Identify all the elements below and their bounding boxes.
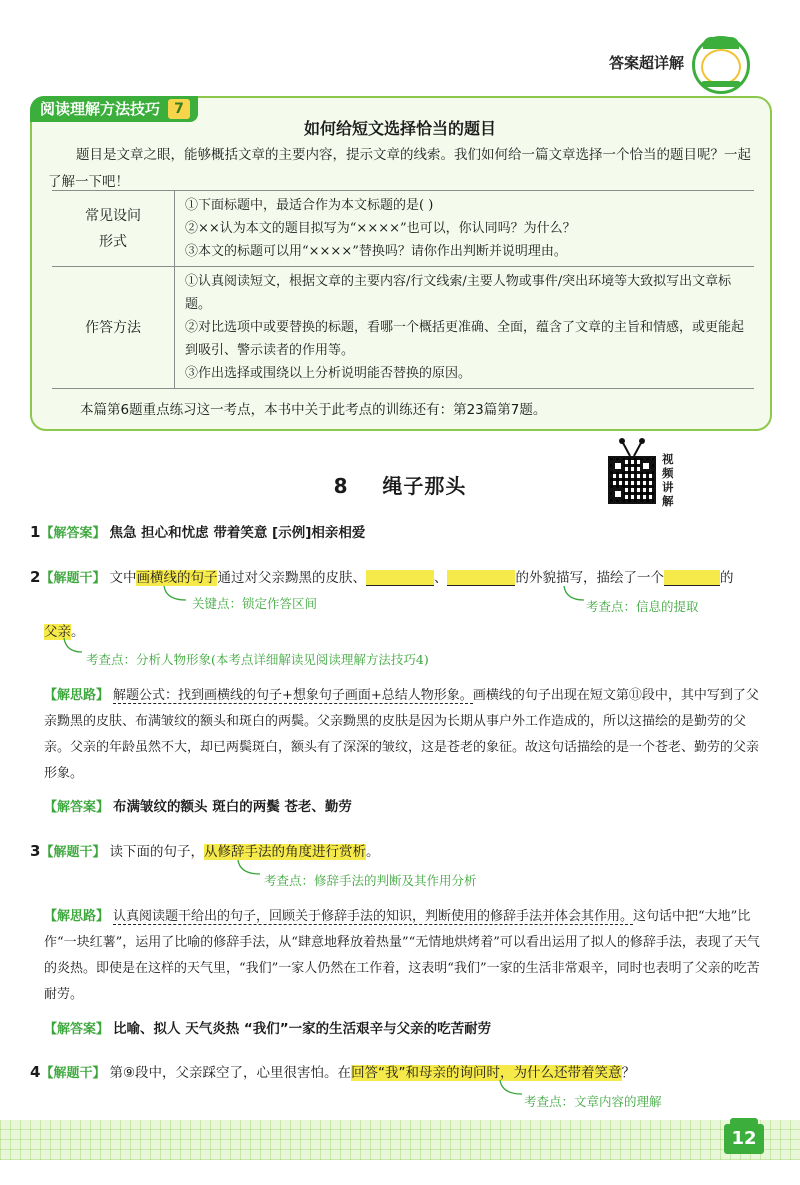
answer-text: 焦急 担心和忧虑 带着笑意 [示例]相亲相爱 [109,525,366,541]
question-1 [30,521,365,541]
annotation: 关键点：锁定作答区间 [192,596,318,611]
brand-logo-icon [692,36,750,94]
question-2-answer [44,795,352,815]
highlight: 回答“我”和母亲的询问时，为什么还带着笑意 [351,1065,622,1081]
question-number: 3 [30,842,41,860]
stem-tag: 【解题干】 [40,1066,106,1081]
table-row [52,267,754,389]
answer-tag: 【解答案】 [44,1022,110,1037]
page-number: 12 [724,1124,764,1154]
list-item: ②对比选项中或要替换的标题，看哪一个概括更准确、全面，蕴含了文章的主旨和情感，或更能起到吸引、警示读者的作用等。 [185,320,745,358]
method-tips-table [52,190,754,389]
blank-2 [447,570,515,586]
blank-3 [664,570,720,586]
lesson-title [0,470,800,499]
annotation: 考查点：修辞手法的判断及其作用分析 [264,873,477,888]
highlight: 从修辞手法的角度进行赏析 [203,844,366,860]
thinking-tag: 【解思路】 [44,909,110,924]
arrow-icon [60,636,86,658]
formula: 解题公式：找到画横线的句子+想象句子画面+总结人物形象。 [113,688,473,703]
list-item: ③本文的标题可以用“××××”替换吗？请你作出判断并说明理由。 [185,244,567,259]
answer-text: 布满皱纹的额头 斑白的两鬓 苍老、勤劳 [113,799,352,815]
row-label: 常见设问 形式 [52,191,175,267]
thinking-tag: 【解思路】 [44,688,110,703]
arrow-icon [160,584,190,606]
qr-label: 视频讲解 [662,452,674,508]
arrow-icon [560,584,588,606]
antenna-icon [618,438,646,458]
list-item: ③作出选择或围绕以上分析说明能否替换的原因。 [185,366,472,381]
list-item: ②××认为本文的题目拟写为“××××”也可以，你认同吗？为什么？ [185,221,576,236]
highlight: 父亲 [44,624,71,640]
stem-tag: 【解题干】 [40,845,106,860]
question-2-stem: 2【解题干】 文中画横线的句子通过对父亲黝黑的皮肤、 、 的外貌描写，描绘了一个 的 [30,568,734,586]
question-3-stem: 3【解题干】 读下面的句子，从修辞手法的角度进行赏析。 [30,842,380,860]
table-row [52,191,754,267]
blank-1 [366,570,434,586]
row-content [175,191,755,267]
method-tips-intro: 题目是文章之眼，能够概括文章的主要内容，提示文章的线索。我们如何给一篇文章选择一个恰当的题目呢？一起了解一下吧！ [48,147,751,190]
answer-tag: 【解答案】 [44,800,110,815]
footer-grid-band [0,1120,800,1160]
method-tips-note: 本篇第6题重点练习这一考点，本书中关于此考点的训练还有：第23篇第7题。 [80,402,547,418]
question-3-answer [44,1017,491,1037]
annotation: 考查点：信息的提取 [586,599,699,614]
answer-text: 比喻、拟人 天气炎热 “我们”一家的生活艰辛与父亲的吃苦耐劳 [113,1021,492,1037]
annotation: 考查点：分析人物形象(本考点详细解读见阅读理解方法技巧4) [86,652,429,667]
question-2-stem-line2: 父亲。 [44,624,85,640]
thinking-paragraph: 【解思路】 认真阅读题干给出的句子，回顾关于修辞手法的知识，判断使用的修辞手法并体会其作用。这句话中把“大地”比作“一块红薯”，运用了比喻的修辞手法，从“肆意地释放着热量”“无情地烘烤着”可以看出运用了拟人的修辞手法，表现了天气的炎热。即使是在这样的天气里，“我们”一家人仍然在工作着，这表明“我们”一家的生活非常艰辛，同时也表明了父亲的吃苦耐劳。 [44,904,764,1008]
question-number: 2 [30,568,41,586]
row-content [175,267,755,389]
stem-tag: 【解题干】 [40,571,106,586]
thinking-paragraph: 【解思路】 解题公式：找到画横线的句子+想象句子画面+总结人物形象。画横线的句子出现在短文第⑪段中，其中写到了父亲黝黑的皮肤、布满皱纹的额头和斑白的两鬓。父亲黝黑的皮肤是因为长期从事户外工作造成的，所以这描绘的是勤劳的父亲。父亲的年龄虽然不大，却已两鬓斑白，额头有了深深的皱纹，这是苍老的象征。故这句话描绘的是一个苍老、勤劳的父亲形象。 [44,683,764,787]
lesson-name: 绳子那头 [382,474,467,498]
list-item: ①认真阅读短文，根据文章的主要内容/行文线索/主要人物或事件/突出环境等大致拟写出文章标题。 [185,274,732,312]
method-tips-title: 如何给短文选择恰当的题目 [303,119,496,138]
method-lead: 认真阅读题干给出的句子，回顾关于修辞手法的知识，判断使用的修辞手法并体会其作用。 [113,909,634,924]
question-4-stem: 4【解题干】 第⑨段中，父亲踩空了，心里很害怕。在回答“我”和母亲的询问时，为什么还带着笑意？ [30,1063,636,1081]
question-number: 4 [30,1063,41,1081]
row-label: 作答方法 [52,267,175,389]
arrow-icon [234,858,264,880]
list-item: ①下面标题中，最适合作为本文标题的是( ) [185,198,434,213]
highlight: 画横线的句子 [136,570,218,586]
method-tips-tag-label: 阅读理解方法技巧 [40,100,161,118]
question-number: 1 [30,523,41,541]
lesson-number: 8 [333,474,349,498]
answer-tag: 【解答案】 [40,526,106,541]
method-tips-tag-number: 7 [168,99,190,119]
arrow-icon [496,1078,526,1100]
header-brand-text: 答案超详解 [608,54,684,72]
annotation: 考查点：文章内容的理解 [524,1094,662,1109]
